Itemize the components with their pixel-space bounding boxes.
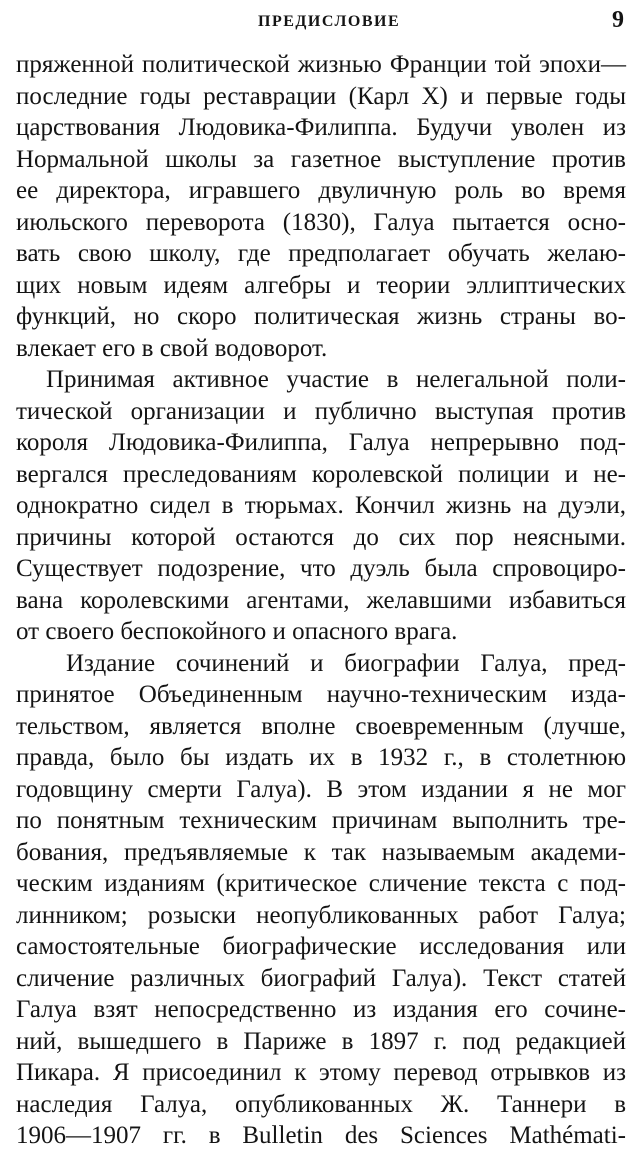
text-line: ний, вышедшего в Париже в 1897 г. под редакцией	[16, 1027, 626, 1055]
text-line: от своего беспокойного и опасного врага.	[16, 618, 458, 645]
text-line: влекает его в свой водоворот.	[16, 334, 328, 362]
text-line: короля Людовика-Филиппа, Галуа непрерывно под-	[16, 429, 626, 456]
text-line: правда, было бы издать их в 1932 г., в столетнюю	[16, 744, 626, 771]
text-line: вергался преследованиям королевской полиции и не-	[16, 460, 626, 488]
text-line: годовщину смерти Галуа). В этом издании я не мог	[16, 775, 626, 803]
text-line: принятое Объединенным научно-техническим изда-	[16, 681, 626, 708]
text-line: бования, предъявляемые к так называемым академи-	[16, 838, 626, 866]
text-line: Галуа взят непосредственно из издания его сочине-	[16, 996, 626, 1023]
text-line: сличение различных биографий Галуа). Текст статей	[16, 964, 626, 992]
text-line: последние годы реставрации (Карл X) и первые годы	[16, 82, 626, 110]
paragraph-first-line: Принимая активное участие в нелегальной поли-	[46, 366, 626, 393]
text-line: линником; розыски неопубликованных работ Галуа;	[16, 901, 626, 929]
text-line: июльского переворота (1830), Галуа пытается осно-	[16, 208, 626, 236]
page-number: 9	[612, 7, 624, 33]
text-line: вана королевскими агентами, желавшими избавиться	[16, 586, 626, 614]
page-header	[0, 7, 644, 41]
text-line: ческим изданиям (критическое сличение текста с под-	[16, 870, 626, 897]
text-line: самостоятельные биографические исследования или	[16, 933, 626, 960]
text-line: пряженной политической жизнью Франции той эпохи—	[16, 51, 626, 78]
text-line: 1906—1907 гг. в Bulletin des Sciences Mathémati-	[16, 1122, 626, 1149]
text-line: щих новым идеям алгебры и теории эллиптических	[16, 271, 626, 299]
text-line: наследия Галуа, опубликованных Ж. Таннери в	[16, 1090, 626, 1118]
body-text	[16, 49, 626, 1152]
text-line: Существует подозрение, что дуэль была спровоциро-	[16, 555, 626, 582]
running-head: ПРЕДИСЛОВИЕ	[258, 13, 401, 30]
text-line: однократно сидел в тюрьмах. Кончил жизнь на дуэли,	[16, 492, 626, 519]
text-line: ее директора, игравшего двуличную роль во время	[16, 177, 626, 204]
text-line: тической организации и публично выступая против	[16, 397, 626, 425]
text-line: причины которой остаются до сих пор неясными.	[16, 523, 626, 551]
text-line: Нормальной школы за газетное выступление против	[16, 145, 626, 173]
text-line: царствования Людовика-Филиппа. Будучи уволен из	[16, 114, 626, 141]
text-line: Пикара. Я присоединил к этому перевод отрывков из	[16, 1059, 626, 1086]
paragraph-first-line: Издание сочинений и биографии Галуа, пред-	[66, 649, 626, 677]
text-line: тельством, является вполне своевременным (лучше,	[16, 712, 626, 740]
text-line: по понятным техническим причинам выполнить тре-	[16, 807, 626, 834]
text-line: функций, но скоро политическая жизнь страны во-	[16, 303, 626, 330]
text-line: вать свою школу, где предполагает обучать желаю-	[16, 240, 626, 267]
